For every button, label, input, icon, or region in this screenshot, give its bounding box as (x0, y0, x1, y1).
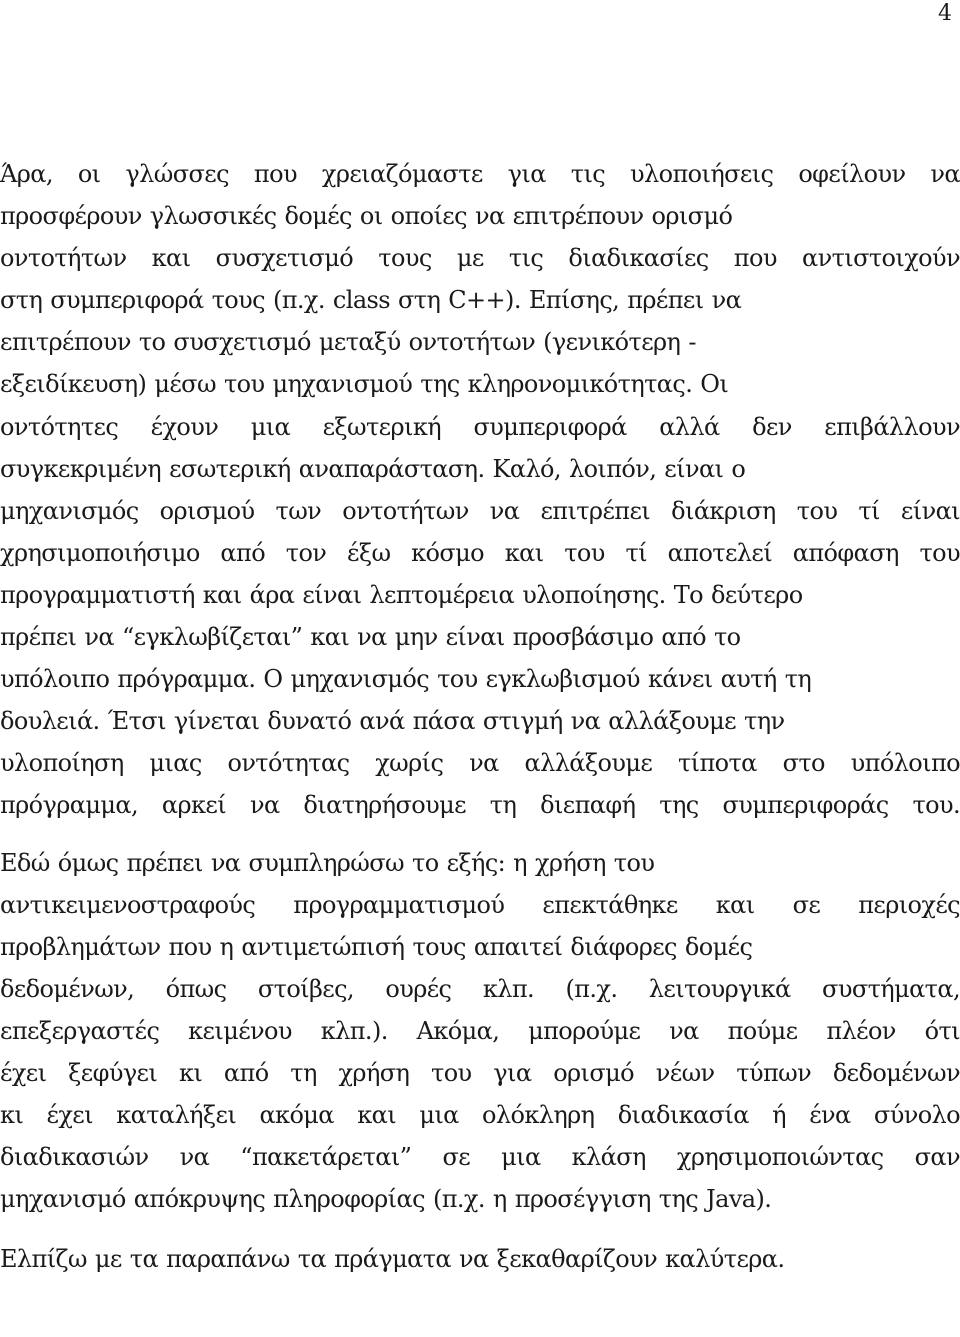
text-line: Ελπίζω με τα παραπάνω τα πράγματα να ξεκαθαρίζουν καλύτερα. (0, 1245, 785, 1274)
text-line: Εδώ όμως πρέπει να συμπληρώσω το εξής: η χρήση του (0, 848, 655, 877)
document-body (0, 153, 960, 1280)
text-line: πρόγραμμα, αρκεί να διατηρήσουμε τη διεπαφή της συμπεριφοράς του. (0, 791, 960, 820)
text-line: δουλειά. Έτσι γίνεται δυνατό ανά πάσα στιγμή να αλλάξουμε την (0, 707, 785, 736)
text-line: στη συμπεριφορά τους (π.χ. class στη C++). Επίσης, πρέπει να (0, 286, 742, 315)
text-line: χρησιμοποιήσιμο από τον έξω κόσμο και του τί αποτελεί απόφαση του (0, 538, 960, 567)
paragraph-1 (0, 153, 960, 827)
text-line: αντικειμενοστραφούς προγραμματισμού επεκτάθηκε και σε περιοχές (0, 890, 960, 919)
text-line: Άρα, οι γλώσσες που χρειαζόμαστε για τις υλοποιήσεις οφείλουν να (0, 160, 960, 188)
paragraph-2 (0, 842, 960, 1221)
text-line: υλοποίηση μιας οντότητας χωρίς να αλλάξουμε τίποτα στο υπόλοιπο (0, 749, 960, 778)
text-line: επεξεργαστές κειμένου κλπ.). Ακόμα, μπορούμε να πούμε πλέον ότι (0, 1016, 960, 1045)
text-line: υπόλοιπο πρόγραμμα. Ο μηχανισμός του εγκλωβισμού κάνει αυτή τη (0, 665, 812, 694)
page-number: 4 (938, 1, 952, 26)
text-line: προγραμματιστή και άρα είναι λεπτομέρεια υλοποίησης. Το δεύτερο (0, 580, 803, 609)
text-line: μηχανισμός ορισμού των οντοτήτων να επιτρέπει διάκριση του τί είναι (0, 496, 960, 525)
text-line: έχει ξεφύγει κι από τη χρήση του για ορισμό νέων τύπων δεδομένων (0, 1058, 960, 1087)
text-line: διαδικασιών να “πακετάρεται” σε μια κλάση χρησιμοποιώντας σαν (0, 1143, 960, 1172)
text-line: προσφέρουν γλωσσικές δομές οι οποίες να επιτρέπουν ορισμό (0, 202, 733, 231)
text-line: οντότητες έχουν μια εξωτερική συμπεριφορά αλλά δεν επιβάλλουν (0, 412, 960, 441)
text-line: πρέπει να “εγκλωβίζεται” και να μην είναι προσβάσιμο από το (0, 623, 741, 652)
paragraph-3 (0, 1238, 960, 1280)
text-line: οντοτήτων και συσχετισμό τους με τις διαδικασίες που αντιστοιχούν (0, 244, 960, 273)
text-line: συγκεκριμένη εσωτερική αναπαράσταση. Καλό, λοιπόν, είναι ο (0, 454, 746, 483)
text-line: δεδομένων, όπως στοίβες, ουρές κλπ. (π.χ. λειτουργικά συστήματα, (0, 974, 960, 1003)
text-line: εξειδίκευση) μέσω του μηχανισμού της κληρονομικότητας. Οι (0, 370, 729, 399)
text-line: μηχανισμό απόκρυψης πληροφορίας (π.χ. η προσέγγιση της Java). (0, 1185, 772, 1214)
text-line: προβλημάτων που η αντιμετώπισή τους απαιτεί διάφορες δομές (0, 932, 753, 961)
text-line: κι έχει καταλήξει ακόμα και μια ολόκληρη διαδικασία ή ένα σύνολο (0, 1101, 960, 1130)
text-line: επιτρέπουν το συσχετισμό μεταξύ οντοτήτων (γενικότερη - (0, 328, 696, 357)
